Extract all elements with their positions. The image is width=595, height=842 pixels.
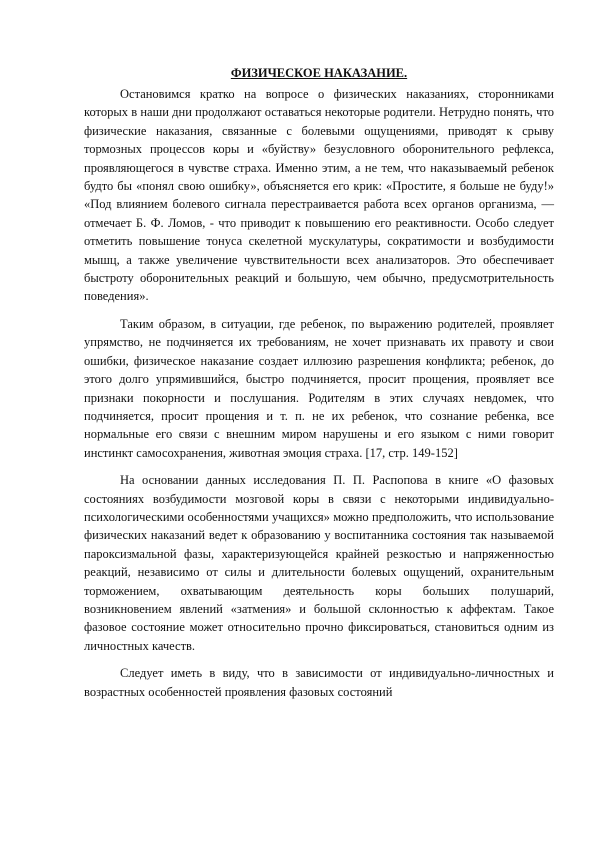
document-title: ФИЗИЧЕСКОЕ НАКАЗАНИЕ. [230,66,408,80]
paragraph-1: Остановимся кратко на вопросе о физических наказаниях, сторонниками которых в наши дни продолжают оставаться некоторые родители. Нетрудно понять, что физические наказания, связанные с болевыми ощущениями, приводят к срыву тормозных процессов коры и «буйству» безусловного оборонительного рефлекса, проявляющегося в чувстве страха. Именно этим, а не тем, что наказываемый ребенок будто бы «понял свою ошибку», объясняется его крик: «Простите, я больше не буду!» «Под влиянием болевого сигнала перестраивается работа всех органов организма, — отмечает Б. Ф. Ломов, - что приводит к повышению его реактивности. Особо следует отметить повышение тонуса скелетной мускулатуры, сократимости и возбудимости мышц, а также увеличение чувствительности всех анализаторов. Это обеспечивает быстроту оборонительных реакций и большую, чем обычно, предусмотрительность поведения». [84,87,554,304]
paragraph-2: Таким образом, в ситуации, где ребенок, по выражению родителей, проявляет упрямство, не подчиняется их требованиям, не хочет признавать их правоту и свои ошибки, физическое наказание создает иллюзию разрешения конфликта; ребенок, до этого долго упрямившийся, быстро подчиняется, просит прощения, проявляет все признаки покорности и послушания. Родителям в этих случаях невдомек, что подчиняется, просит прощения и т. п. не их ребенок, что сознание ребенка, все нормальные его связи с внешним миром нарушены и его языком с ними говорит инстинкт самосохранения, животная эмоция страха. [17, стр. 149-152] [84,316,554,460]
document-page [84,64,554,701]
paragraph-3: На основании данных исследования П. П. Распопова в книге «О фазовых состояниях возбудимости мозговой коры в связи с некоторыми индивидуально-психологическими особенностями учащихся» можно предположить, что использование физических наказаний ведет к образованию у воспитанника состояния так называемой пароксизмальной фазы, характеризующейся крайней резкостью и напряженностью реакций, независимо от силы и длительности болевых ощущений, охранительным торможением, охватывающим деятельность коры больших полушарий, возникновением явлений «затмения» и большой склонностью к аффектам. Такое фазовое состояние может относительно прочно фиксироваться, становиться одним из личностных качеств. [84,473,554,653]
paragraph-4: Следует иметь в виду, что в зависимости от индивидуально-личностных и возрастных особенностей проявления фазовых состояний [84,666,554,699]
